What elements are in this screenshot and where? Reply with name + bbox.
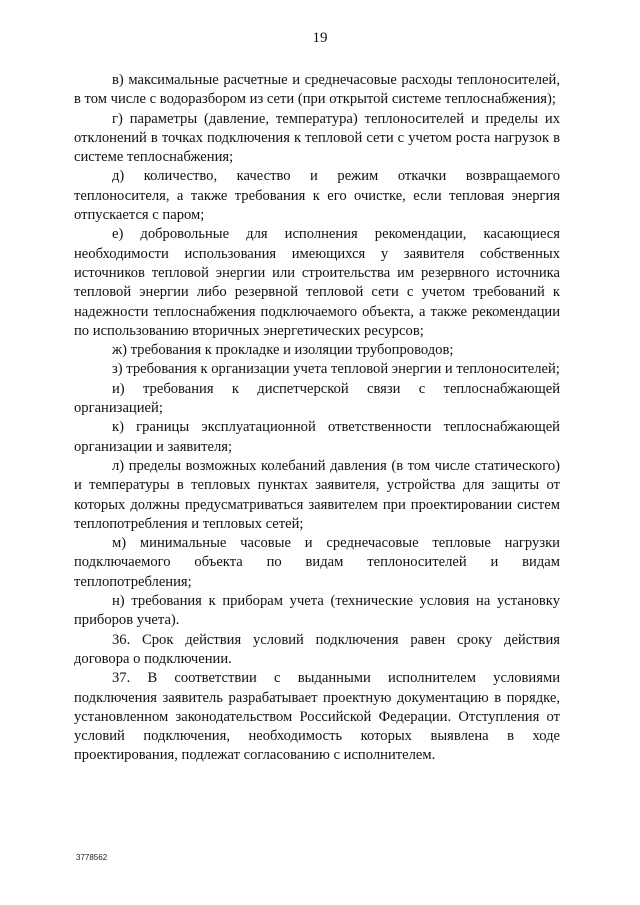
paragraph-zh: ж) требования к прокладке и изоляции трубопроводов; — [112, 342, 454, 359]
paragraph-37: 37. В соответствии с выданными исполнителем условиями подключения заявитель разрабатывает проектную документацию в порядке, установленном законодательством Российской Федерации. Отступления от условий подключения, необходимость которых выявлена в ходе проектирования, подлежат согласованию с исполнителем. — [74, 670, 560, 764]
page-number: 19 — [312, 30, 328, 46]
paragraph-k: к) границы эксплуатационной ответственности теплоснабжающей организации и заявителя; — [74, 419, 560, 455]
document-code: 3778562 — [76, 853, 108, 862]
paragraph-n: н) требования к приборам учета (технические условия на установку приборов учета). — [74, 593, 560, 629]
paragraph-36: 36. Срок действия условий подключения равен сроку действия договора о подключении. — [74, 631, 560, 667]
paragraph-m: м) минимальные часовые и среднечасовые тепловые нагрузки подключаемого объекта по видам теплоносителей и видам теплопотребления; — [74, 535, 560, 590]
paragraph-e: е) добровольные для исполнения рекомендации, касающиеся необходимости использования имеющихся у заявителя собственных источников тепловой энергии или строительства им резервного источника тепловой энергии либо резервной тепловой сети с учетом требований к надежности теплоснабжения подключаемого объекта, а также рекомендации по использованию вторичных энергетических ресурсов; — [74, 226, 560, 339]
paragraph-l: л) пределы возможных колебаний давления (в том числе статического) и температуры в тепловых пунктах заявителя, устройства для защиты от которых должны предусматриваться заявителем при проектировании систем теплопотребления и тепловых сетей; — [74, 457, 560, 532]
paragraph-d: д) количество, качество и режим откачки возвращаемого теплоносителя, а также требования к его очистке, если тепловая энергия отпускается с паром; — [74, 168, 560, 224]
paragraph-v: в) максимальные расчетные и среднечасовые расходы теплоносителей, в том числе с водоразбором из сети (при открытой системе теплоснабжения); — [74, 72, 560, 108]
paragraph-i: и) требования к диспетчерской связи с теплоснабжающей организацией; — [74, 380, 560, 417]
document-body — [74, 71, 560, 766]
paragraph-z: з) требования к организации учета тепловой энергии и теплоносителей; — [112, 361, 560, 378]
paragraph-g: г) параметры (давление, температура) теплоносителей и пределы их отклонений в точках подключения к тепловой сети с учетом роста нагрузок в системе теплоснабжения; — [74, 110, 560, 166]
